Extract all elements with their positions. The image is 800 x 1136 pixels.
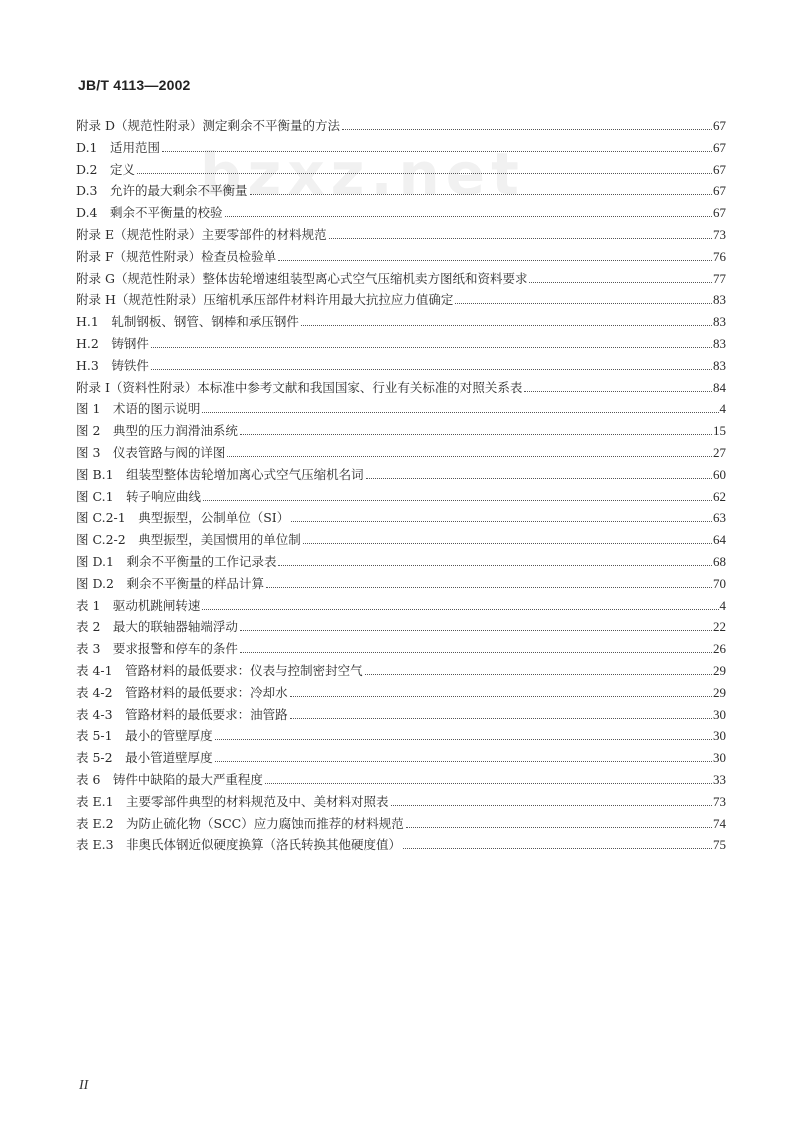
toc-entry-page: 15 bbox=[713, 423, 726, 439]
toc-entry-page: 67 bbox=[713, 161, 726, 177]
toc-entry bbox=[76, 181, 726, 203]
toc-entry bbox=[76, 465, 726, 487]
toc-entry-page: 29 bbox=[713, 684, 726, 700]
toc-entry bbox=[76, 312, 726, 334]
toc-entry-title: 表 4-1 管路材料的最低要求：仪表与控制密封空气 bbox=[76, 662, 363, 678]
toc-entry-page: 67 bbox=[713, 205, 726, 221]
dot-leader bbox=[227, 456, 712, 457]
toc-entry-title: 表 5-1 最小的管壁厚度 bbox=[76, 728, 213, 744]
toc-entry-page: 83 bbox=[713, 292, 726, 308]
toc-entry-title: 图 2 典型的压力润滑油系统 bbox=[76, 423, 238, 439]
toc-entry bbox=[76, 726, 726, 748]
toc-entry-title: 图 1 术语的图示说明 bbox=[76, 401, 201, 417]
toc-entry-page: 75 bbox=[713, 837, 726, 853]
toc-entry-page: 73 bbox=[713, 793, 726, 809]
toc-entry-page: 76 bbox=[713, 248, 726, 264]
toc-entry bbox=[76, 356, 726, 378]
toc-entry-title: 图 3 仪表管路与阀的详图 bbox=[76, 444, 226, 460]
toc-entry bbox=[76, 814, 726, 836]
toc-entry-page: 29 bbox=[713, 662, 726, 678]
dot-leader bbox=[266, 587, 712, 588]
toc-entry-page: 30 bbox=[713, 706, 726, 722]
dot-leader bbox=[342, 129, 712, 130]
toc-entry-page: 84 bbox=[713, 379, 726, 395]
toc-entry bbox=[76, 617, 726, 639]
toc-entry-title: 表 E.1 主要零部件典型的材料规范及中、美材料对照表 bbox=[76, 793, 389, 809]
dot-leader bbox=[303, 543, 712, 544]
dot-leader bbox=[215, 739, 712, 740]
toc-entry bbox=[76, 639, 726, 661]
toc-entry-page: 60 bbox=[713, 466, 726, 482]
toc-entry bbox=[76, 683, 726, 705]
toc-entry bbox=[76, 443, 726, 465]
toc-entry-page: 4 bbox=[719, 401, 726, 417]
toc-entry bbox=[76, 225, 726, 247]
toc-entry-title: 图 D.2 剩余不平衡量的样品计算 bbox=[76, 575, 264, 591]
toc-entry-title: 表 E.2 为防止硫化物（SCC）应力腐蚀而推荐的材料规范 bbox=[76, 815, 404, 831]
toc-entry bbox=[76, 399, 726, 421]
toc-entry bbox=[76, 334, 726, 356]
toc-entry-title: D.2 定义 bbox=[76, 161, 136, 177]
toc-entry-page: 62 bbox=[713, 488, 726, 504]
toc-entry bbox=[76, 487, 726, 509]
toc-entry-title: 附录 H（规范性附录）压缩机承压部件材料许用最大抗拉应力值确定 bbox=[76, 292, 454, 308]
dot-leader bbox=[291, 521, 712, 522]
toc-entry bbox=[76, 705, 726, 727]
toc-entry bbox=[76, 530, 726, 552]
dot-leader bbox=[240, 652, 712, 653]
toc-entry-page: 67 bbox=[713, 118, 726, 133]
toc-entry bbox=[76, 116, 726, 138]
toc-entry-page: 74 bbox=[713, 815, 726, 831]
toc-entry-page: 64 bbox=[713, 532, 726, 548]
toc-entry-title: 表 4-2 管路材料的最低要求：冷却水 bbox=[76, 684, 288, 700]
toc-entry-page: 83 bbox=[713, 357, 726, 373]
dot-leader bbox=[278, 260, 712, 261]
toc-entry-page: 22 bbox=[713, 619, 726, 635]
dot-leader bbox=[455, 303, 712, 304]
toc-entry bbox=[76, 574, 726, 596]
dot-leader bbox=[162, 151, 712, 152]
toc-entry-title: D.1 适用范围 bbox=[76, 139, 161, 155]
toc-entry-title: H.2 铸钢件 bbox=[76, 335, 149, 351]
toc-entry-title: 表 4-3 管路材料的最低要求：油管路 bbox=[76, 706, 288, 722]
toc-entry bbox=[76, 792, 726, 814]
toc-entry-page: 4 bbox=[719, 597, 726, 613]
dot-leader bbox=[391, 805, 712, 806]
toc-entry bbox=[76, 748, 726, 770]
toc-entry-title: 表 6 铸件中缺陷的最大严重程度 bbox=[76, 771, 263, 787]
dot-leader bbox=[250, 194, 712, 195]
dot-leader bbox=[151, 347, 712, 348]
toc-entry-title: 图 C.1 转子响应曲线 bbox=[76, 488, 202, 504]
toc-entry-page: 30 bbox=[713, 728, 726, 744]
toc-entry-page: 73 bbox=[713, 226, 726, 242]
dot-leader bbox=[151, 369, 712, 370]
toc-entry-title: H.1 轧制钢板、钢管、钢棒和承压钢件 bbox=[76, 314, 299, 330]
watermark: bzxz.net bbox=[200, 140, 525, 208]
toc-entry-title: H.3 铸铁件 bbox=[76, 357, 149, 373]
toc-entry-title: D.3 允许的最大剩余不平衡量 bbox=[76, 183, 248, 199]
toc-entry-page: 77 bbox=[713, 270, 726, 286]
dot-leader bbox=[203, 500, 712, 501]
table-of-contents bbox=[76, 116, 726, 857]
dot-leader bbox=[215, 761, 712, 762]
toc-entry-title: 图 B.1 组装型整体齿轮增加离心式空气压缩机名词 bbox=[76, 466, 364, 482]
toc-entry-title: D.4 剩余不平衡量的校验 bbox=[76, 205, 223, 221]
dot-leader bbox=[329, 238, 712, 239]
toc-entry bbox=[76, 138, 726, 160]
page-number: II bbox=[79, 1078, 89, 1093]
toc-entry-page: 83 bbox=[713, 335, 726, 351]
toc-entry bbox=[76, 596, 726, 618]
toc-entry-title: 附录 D（规范性附录）测定剩余不平衡量的方法 bbox=[76, 118, 340, 133]
toc-entry-title: 附录 G（规范性附录）整体齿轮增速组装型离心式空气压缩机卖方图纸和资料要求 bbox=[76, 270, 528, 286]
toc-entry-page: 63 bbox=[713, 510, 726, 526]
toc-entry-title: 图 C.2-1 典型振型，公制单位（SI） bbox=[76, 510, 290, 526]
toc-entry-page: 26 bbox=[713, 641, 726, 657]
dot-leader bbox=[278, 565, 712, 566]
dot-leader bbox=[265, 783, 712, 784]
dot-leader bbox=[406, 827, 712, 828]
toc-entry bbox=[76, 508, 726, 530]
dot-leader bbox=[403, 848, 712, 849]
toc-entry-title: 附录 I（资料性附录）本标准中参考文献和我国国家、行业有关标准的对照关系表 bbox=[76, 379, 523, 395]
toc-entry-page: 33 bbox=[713, 771, 726, 787]
toc-entry bbox=[76, 378, 726, 400]
toc-entry bbox=[76, 661, 726, 683]
toc-entry-title: 表 E.3 非奥氏体钢近似硬度换算（洛氏转换其他硬度值） bbox=[76, 837, 402, 853]
dot-leader bbox=[366, 478, 712, 479]
dot-leader bbox=[137, 173, 712, 174]
dot-leader bbox=[290, 718, 712, 719]
dot-leader bbox=[240, 630, 712, 631]
dot-leader bbox=[225, 216, 712, 217]
toc-entry-title: 表 2 最大的联轴器轴端浮动 bbox=[76, 619, 238, 635]
toc-entry-title: 附录 E（规范性附录）主要零部件的材料规范 bbox=[76, 226, 327, 242]
toc-entry bbox=[76, 247, 726, 269]
dot-leader bbox=[301, 325, 712, 326]
toc-entry bbox=[76, 269, 726, 291]
toc-entry-title: 附录 F（规范性附录）检查员检验单 bbox=[76, 248, 277, 264]
dot-leader bbox=[202, 609, 718, 610]
toc-entry-page: 67 bbox=[713, 139, 726, 155]
toc-entry-title: 表 5-2 最小管道壁厚度 bbox=[76, 750, 213, 766]
dot-leader bbox=[365, 674, 712, 675]
toc-entry bbox=[76, 203, 726, 225]
toc-entry-page: 27 bbox=[713, 444, 726, 460]
toc-entry-page: 83 bbox=[713, 314, 726, 330]
toc-entry bbox=[76, 160, 726, 182]
dot-leader bbox=[290, 696, 712, 697]
standard-number: JB/T 4113—2002 bbox=[78, 77, 191, 93]
toc-entry-title: 表 1 驱动机跳闸转速 bbox=[76, 597, 201, 613]
toc-entry-title: 图 C.2-2 典型振型，美国惯用的单位制 bbox=[76, 532, 301, 548]
toc-entry-title: 表 3 要求报警和停车的条件 bbox=[76, 641, 238, 657]
toc-entry bbox=[76, 421, 726, 443]
toc-entry bbox=[76, 770, 726, 792]
dot-leader bbox=[524, 391, 712, 392]
toc-entry-page: 67 bbox=[713, 183, 726, 199]
toc-entry-page: 70 bbox=[713, 575, 726, 591]
toc-entry-page: 30 bbox=[713, 750, 726, 766]
toc-entry-page: 68 bbox=[713, 553, 726, 569]
toc-entry bbox=[76, 835, 726, 857]
toc-entry-title: 图 D.1 剩余不平衡量的工作记录表 bbox=[76, 553, 277, 569]
toc-entry bbox=[76, 290, 726, 312]
dot-leader bbox=[202, 412, 718, 413]
dot-leader bbox=[240, 434, 712, 435]
dot-leader bbox=[529, 282, 712, 283]
toc-entry bbox=[76, 552, 726, 574]
